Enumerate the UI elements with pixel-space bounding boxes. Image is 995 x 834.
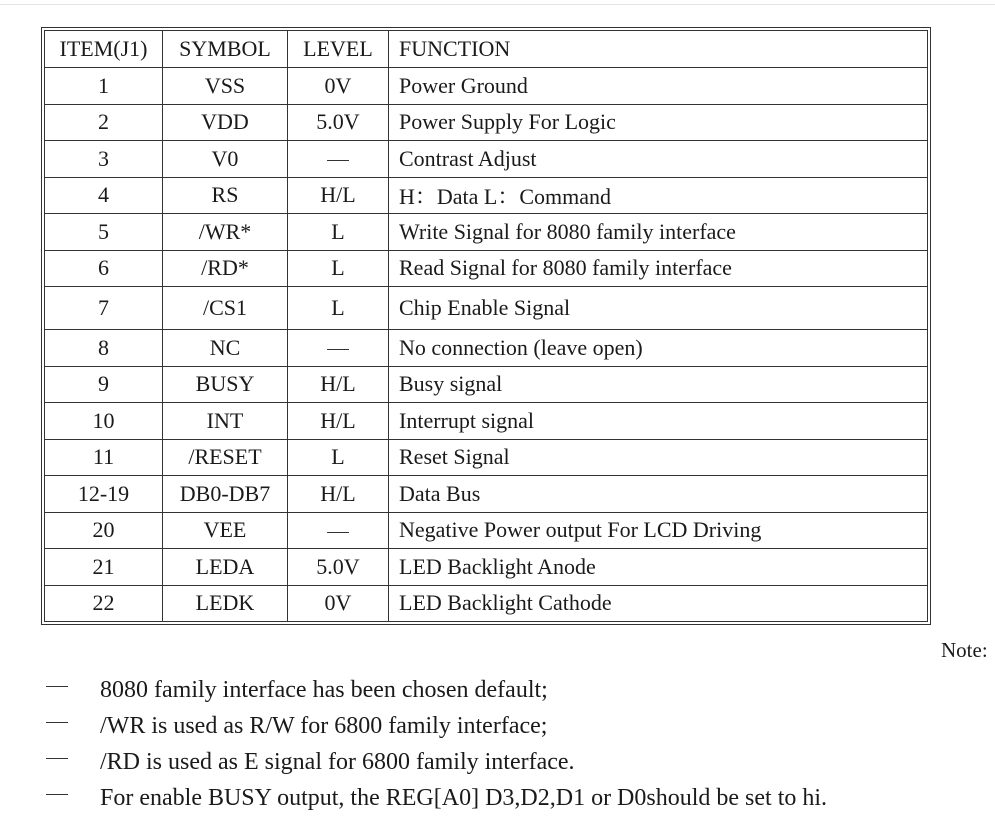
- dash-icon: [327, 349, 349, 350]
- cell-function: Read Signal for 8080 family interface: [389, 250, 928, 287]
- cell-function: Interrupt signal: [389, 403, 928, 440]
- note-text: For enable BUSY output, the REG[A0] D3,D2,D1 or D0should be set to hi.: [100, 785, 828, 811]
- table-header-row: [45, 31, 928, 68]
- cell-symbol: DB0-DB7: [163, 476, 288, 513]
- cell-function: Write Signal for 8080 family interface: [389, 214, 928, 251]
- note-item: [46, 708, 966, 744]
- note-text: 8080 family interface has been chosen default;: [100, 677, 548, 703]
- cell-symbol: NC: [163, 330, 288, 367]
- cell-symbol: LEDK: [163, 585, 288, 622]
- table-row: [45, 403, 928, 440]
- cell-item: 4: [45, 177, 163, 214]
- cell-item: 21: [45, 549, 163, 586]
- cell-level: 0V: [288, 585, 389, 622]
- cell-symbol: /CS1: [163, 287, 288, 330]
- cell-symbol: VDD: [163, 104, 288, 141]
- cell-item: 5: [45, 214, 163, 251]
- cell-symbol: BUSY: [163, 366, 288, 403]
- table-row: [45, 104, 928, 141]
- top-divider: [0, 4, 995, 5]
- cell-symbol: /RD*: [163, 250, 288, 287]
- pin-table-frame: [41, 27, 931, 625]
- cell-level: L: [288, 439, 389, 476]
- table-row: [45, 366, 928, 403]
- cell-level: 5.0V: [288, 549, 389, 586]
- cell-function: Chip Enable Signal: [389, 287, 928, 330]
- cell-item: 10: [45, 403, 163, 440]
- pin-assignment-table: [44, 30, 928, 622]
- cell-function: Power Supply For Logic: [389, 104, 928, 141]
- note-label: Note:: [941, 638, 988, 662]
- table-row: [45, 287, 928, 330]
- cell-symbol: V0: [163, 141, 288, 178]
- table-row: [45, 250, 928, 287]
- cell-item: 20: [45, 512, 163, 549]
- table-body: [45, 68, 928, 622]
- cell-symbol: VEE: [163, 512, 288, 549]
- header-symbol: SYMBOL: [163, 31, 288, 68]
- cell-symbol: RS: [163, 177, 288, 214]
- table-row: [45, 68, 928, 105]
- table-row: [45, 141, 928, 178]
- table-row: [45, 512, 928, 549]
- dash-icon: [46, 794, 68, 795]
- cell-level: 0V: [288, 68, 389, 105]
- header-item: ITEM(J1): [45, 31, 163, 68]
- cell-item: 1: [45, 68, 163, 105]
- cell-item: 22: [45, 585, 163, 622]
- cell-function: H：Data L：Command: [389, 177, 928, 214]
- cell-level: H/L: [288, 177, 389, 214]
- table-row: [45, 177, 928, 214]
- note-item: [46, 672, 966, 708]
- cell-symbol: INT: [163, 403, 288, 440]
- cell-level: H/L: [288, 366, 389, 403]
- cell-level: H/L: [288, 476, 389, 513]
- note-item: [46, 780, 966, 816]
- cell-function: Busy signal: [389, 366, 928, 403]
- note-item: [46, 744, 966, 780]
- table-row: [45, 476, 928, 513]
- cell-item: 3: [45, 141, 163, 178]
- dash-icon: [327, 532, 349, 533]
- cell-function: No connection (leave open): [389, 330, 928, 367]
- dash-icon: [46, 686, 68, 687]
- table-row: [45, 585, 928, 622]
- cell-symbol: VSS: [163, 68, 288, 105]
- cell-level: [288, 141, 389, 178]
- cell-symbol: /WR*: [163, 214, 288, 251]
- cell-item: 6: [45, 250, 163, 287]
- cell-function: Data Bus: [389, 476, 928, 513]
- cell-level: L: [288, 250, 389, 287]
- cell-symbol: LEDA: [163, 549, 288, 586]
- cell-level: H/L: [288, 403, 389, 440]
- cell-function: Reset Signal: [389, 439, 928, 476]
- cell-function: Negative Power output For LCD Driving: [389, 512, 928, 549]
- cell-item: 8: [45, 330, 163, 367]
- table-row: [45, 330, 928, 367]
- note-text: /RD is used as E signal for 6800 family interface.: [100, 749, 575, 775]
- cell-item: 7: [45, 287, 163, 330]
- table-row: [45, 439, 928, 476]
- cell-function: LED Backlight Anode: [389, 549, 928, 586]
- note-text: /WR is used as R/W for 6800 family interface;: [100, 713, 548, 739]
- notes-list: [46, 672, 966, 816]
- cell-level: 5.0V: [288, 104, 389, 141]
- cell-level: [288, 512, 389, 549]
- cell-level: [288, 330, 389, 367]
- header-function: FUNCTION: [389, 31, 928, 68]
- cell-function: LED Backlight Cathode: [389, 585, 928, 622]
- dash-icon: [46, 758, 68, 759]
- dash-icon: [46, 722, 68, 723]
- table-row: [45, 549, 928, 586]
- dash-icon: [327, 160, 349, 161]
- cell-symbol: /RESET: [163, 439, 288, 476]
- cell-item: 12-19: [45, 476, 163, 513]
- table-row: [45, 214, 928, 251]
- header-level: LEVEL: [288, 31, 389, 68]
- cell-item: 11: [45, 439, 163, 476]
- cell-function: Power Ground: [389, 68, 928, 105]
- cell-level: L: [288, 287, 389, 330]
- cell-item: 2: [45, 104, 163, 141]
- cell-level: L: [288, 214, 389, 251]
- cell-item: 9: [45, 366, 163, 403]
- cell-function: Contrast Adjust: [389, 141, 928, 178]
